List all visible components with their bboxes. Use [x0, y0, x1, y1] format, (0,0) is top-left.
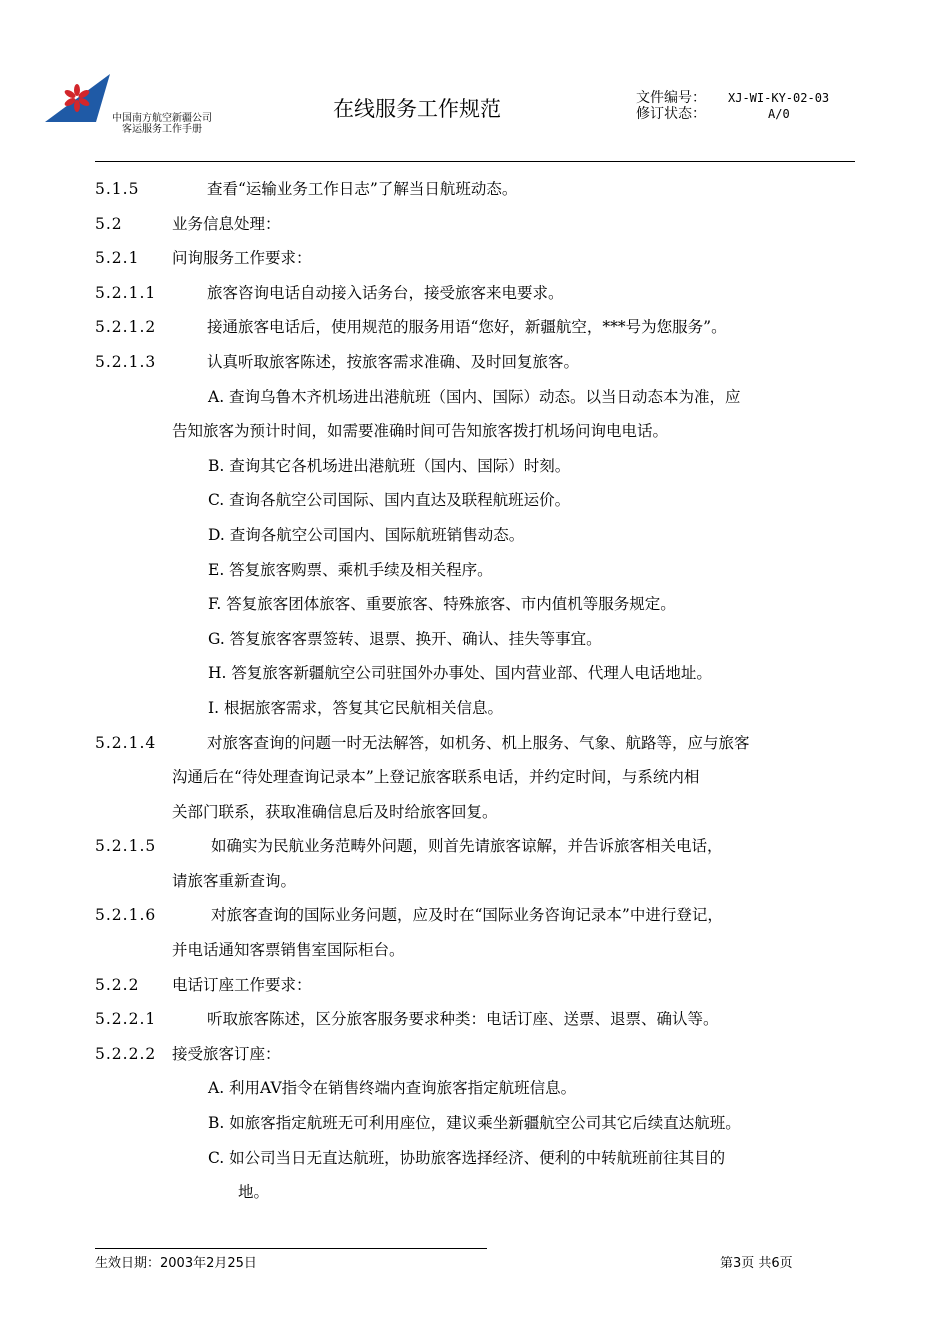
- body-line: [95, 658, 870, 693]
- doc-number-label: 文件编号：: [636, 90, 706, 106]
- list-item-text: G. 答复旅客客票签转、退票、换开、确认、挂失等事宜。: [208, 629, 602, 648]
- section-number: 5.2.1.6: [95, 906, 157, 925]
- body-line: [95, 520, 870, 555]
- body-line: [95, 935, 870, 970]
- effective-date: 生效日期：2003年2月25日: [95, 1256, 257, 1271]
- line-text: 并电话通知客票销售室国际柜台。: [172, 941, 405, 960]
- line-text: 请旅客重新查询。: [172, 871, 297, 890]
- body-line: [95, 866, 870, 901]
- line-text: 对旅客查询的问题一时无法解答，如机务、机上服务、气象、航路等，应与旅客: [207, 733, 750, 752]
- list-item-text: F. 答复旅客团体旅客、重要旅客、特殊旅客、市内值机等服务规定。: [208, 595, 676, 614]
- footer-divider: [95, 1248, 487, 1249]
- body-line: [95, 624, 870, 659]
- line-text: 问询服务工作要求：: [172, 249, 312, 268]
- body-line: [95, 1039, 870, 1074]
- body-line: [95, 451, 870, 486]
- list-item-text: A. 查询乌鲁木齐机场进出港航班（国内、国际）动态。以当日动态本为准，应: [208, 387, 741, 406]
- line-text: 地。: [238, 1183, 270, 1202]
- line-text: 接通旅客电话后，使用规范的服务用语“您好，新疆航空，***号为您服务”。: [207, 318, 727, 337]
- list-item-text: H. 答复旅客新疆航空公司驻国外办事处、国内营业部、代理人电话地址。: [208, 664, 712, 683]
- body-line: [95, 762, 870, 797]
- section-number: 5.2.1.2: [95, 318, 157, 337]
- body-line: [95, 693, 870, 728]
- section-number: 5.1.5: [95, 180, 140, 198]
- section-number: 5.2: [95, 214, 123, 233]
- body-line: [95, 728, 870, 763]
- body-line: [95, 1177, 870, 1212]
- company-line-1: 中国南方航空新疆公司: [112, 113, 212, 124]
- list-item-text: E. 答复旅客购票、乘机手续及相关程序。: [208, 560, 493, 579]
- body-line: [95, 1108, 870, 1143]
- document-body: [95, 174, 870, 1212]
- header-divider: [95, 161, 855, 162]
- page-title: 在线服务工作规范: [333, 97, 501, 121]
- body-line: [95, 797, 870, 832]
- body-line: [95, 485, 870, 520]
- body-line: [95, 278, 870, 313]
- revision-label: 修订状态：: [636, 106, 706, 122]
- list-item-text: C. 如公司当日无直达航班，协助旅客选择经济、便利的中转航班前往其目的: [208, 1148, 726, 1167]
- body-line: [95, 1004, 870, 1039]
- body-line: [95, 970, 870, 1005]
- section-number: 5.2.2.1: [95, 1010, 157, 1029]
- list-item-text: D. 查询各航空公司国内、国际航班销售动态。: [208, 525, 525, 544]
- section-number: 5.2.1.5: [95, 837, 157, 856]
- list-item-text: C. 查询各航空公司国际、国内直达及联程航班运价。: [208, 491, 571, 510]
- body-line: [95, 382, 870, 417]
- body-line: [95, 312, 870, 347]
- body-line: [95, 831, 870, 866]
- list-item-text: I. 根据旅客需求，答复其它民航相关信息。: [208, 698, 503, 717]
- line-text: 告知旅客为预计时间，如需要准确时间可告知旅客拨打机场问询电电话。: [172, 422, 669, 441]
- section-number: 5.2.1: [95, 249, 140, 268]
- body-line: [95, 1143, 870, 1178]
- doc-number-value: XJ-WI-KY-02-03: [728, 91, 830, 105]
- line-text: 认真听取旅客陈述，按旅客需求准确、及时回复旅客。: [207, 352, 580, 371]
- line-text: 如确实为民航业务范畴外问题，则首先请旅客谅解，并告诉旅客相关电话，: [211, 837, 723, 856]
- body-line: [95, 347, 870, 382]
- section-number: 5.2.1.1: [95, 283, 157, 302]
- body-line: [95, 416, 870, 451]
- line-text: 沟通后在“待处理查询记录本”上登记旅客联系电话，并约定时间，与系统内相: [172, 768, 700, 787]
- line-text: 业务信息处理：: [172, 214, 281, 233]
- line-text: 关部门联系，获取准确信息后及时给旅客回复。: [172, 802, 498, 821]
- body-line: [95, 1073, 870, 1108]
- line-text: 旅客咨询电话自动接入话务台，接受旅客来电要求。: [207, 283, 564, 302]
- line-text: 听取旅客陈述，区分旅客服务要求种类：电话订座、送票、退票、确认等。: [207, 1010, 719, 1029]
- line-text: 接受旅客订座：: [172, 1044, 281, 1063]
- list-item-text: B. 如旅客指定航班无可利用座位，建议乘坐新疆航空公司其它后续直达航班。: [208, 1114, 741, 1133]
- section-number: 5.2.2.2: [95, 1044, 157, 1063]
- section-number: 5.2.1.3: [95, 352, 157, 371]
- revision-value: A/0: [768, 107, 790, 121]
- body-line: [95, 555, 870, 590]
- body-line: [95, 209, 870, 244]
- section-number: 5.2.2: [95, 975, 140, 994]
- list-item-text: B. 查询其它各机场进出港航班（国内、国际）时刻。: [208, 456, 571, 475]
- company-logo: [44, 74, 112, 124]
- list-item-text: A. 利用AV指令在销售终端内查询旅客指定航班信息。: [208, 1079, 577, 1098]
- page-number: 第3页 共6页: [720, 1256, 793, 1271]
- body-line: [95, 243, 870, 278]
- body-line: [95, 900, 870, 935]
- line-text: 电话订座工作要求：: [172, 975, 312, 994]
- company-name: [112, 113, 212, 135]
- line-text: 对旅客查询的国际业务问题，应及时在“国际业务咨询记录本”中进行登记，: [211, 906, 723, 925]
- line-text: 查看“运输业务工作日志”了解当日航班动态。: [207, 180, 518, 198]
- document-meta: [636, 90, 830, 122]
- body-line: [95, 589, 870, 624]
- company-line-2: 客运服务工作手册: [122, 124, 202, 135]
- body-line: [95, 174, 870, 209]
- section-number: 5.2.1.4: [95, 733, 157, 752]
